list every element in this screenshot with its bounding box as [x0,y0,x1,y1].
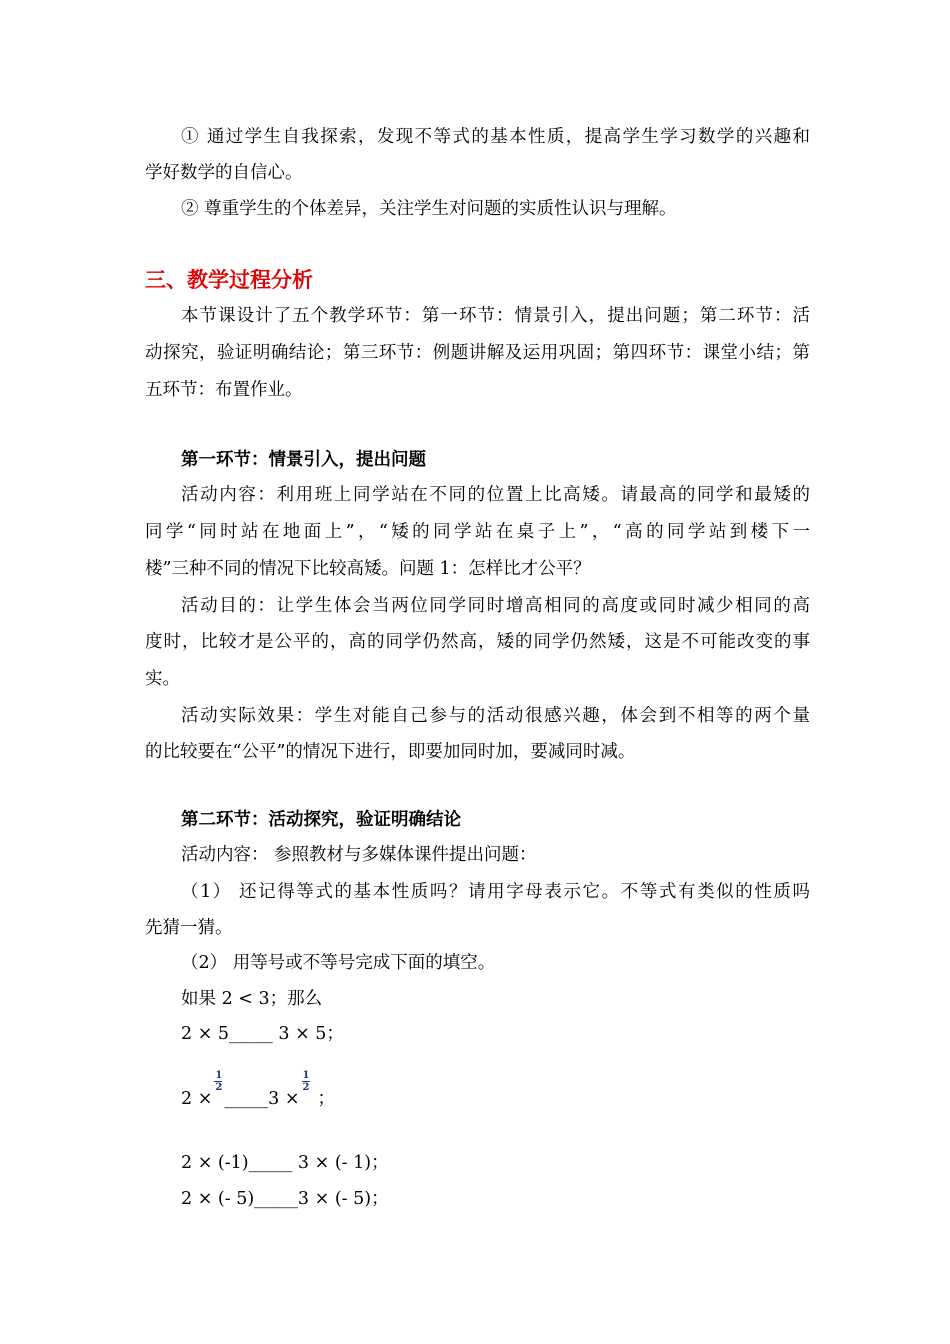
fraction-numerator: 1 [302,1070,310,1081]
stage-2-heading: 第二环节：活动探究，验证明确结论 [181,810,461,830]
stage-2-content-intro: 活动内容： 参照教材与多媒体课件提出问题： [181,845,537,865]
goal-1-line-2: 学好数学的自信心。 [145,163,303,183]
stage-1-purpose-line-1: 活动目的：让学生体会当两位同学同时增高相同的高度或同时减少相同的高 [181,596,810,616]
stage-1-purpose-line-3: 实。 [145,669,180,689]
section-intro-line-3: 五环节：布置作业。 [145,380,303,400]
fraction-denominator: 2 [215,1082,223,1093]
expression-1: 2 × 5_____ 3 × 5； [181,1024,344,1044]
expression-2-right: ； [317,1089,335,1109]
stage-1-content-line-1: 活动内容：利用班上同学站在不同的位置上比高矮。请最高的同学和最矮的 [181,485,810,505]
question-2: （2） 用等号或不等号完成下面的填空。 [181,953,496,973]
question-1-line-2: 先猜一猜。 [145,918,233,938]
section-intro-line-2: 动探究，验证明确结论；第三环节：例题讲解及运用巩固；第四环节：课堂小结；第 [145,343,810,363]
question-1-line-1: （1） 还记得等式的基本性质吗？请用字母表示它。不等式有类似的性质吗 [181,882,810,902]
stage-1-purpose-line-2: 度时，比较才是公平的，高的同学仍然高，矮的同学仍然矮，这是不可能改变的事 [145,632,810,652]
expression-2-left: 2 × [181,1089,213,1109]
section-heading: 三、教学过程分析 [145,267,313,292]
stage-1-effect-line-2: 的比较要在“公平”的情况下进行，即要加同时加，要减同时减。 [145,742,636,762]
expression-4: 2 × (- 5)_____3 × (- 5)； [181,1189,389,1209]
section-intro-line-1: 本节课设计了五个教学环节：第一环节：情景引入，提出问题；第二环节：活 [181,306,810,326]
fraction-half-1 [212,1070,224,1111]
fraction-denominator: 2 [302,1082,310,1093]
stage-1-content-line-3: 楼”三种不同的情况下比较高矮。问题 1：怎样比才公平？ [145,559,591,579]
stage-1-heading: 第一环节：情景引入，提出问题 [181,450,426,470]
fraction-half-2 [300,1070,312,1111]
premise: 如果 2 < 3；那么 [181,989,323,1009]
expression-2 [181,1070,810,1111]
stage-1-effect-line-1: 活动实际效果：学生对能自己参与的活动很感兴趣，体会到不相等的两个量 [181,706,810,726]
goal-2: ② 尊重学生的个体差异，关注学生对问题的实质性认识与理解。 [181,199,677,219]
expression-3: 2 × (-1)_____ 3 × (- 1)； [181,1153,389,1173]
stage-1-content-line-2: 同学“同时站在地面上”，“矮的同学站在桌子上”，“高的同学站到楼下一 [145,522,810,542]
expression-2-mid: _____3 × [224,1089,300,1109]
fraction-numerator: 1 [215,1070,223,1081]
goal-1-line-1: ① 通过学生自我探索，发现不等式的基本性质，提高学生学习数学的兴趣和 [181,127,810,147]
